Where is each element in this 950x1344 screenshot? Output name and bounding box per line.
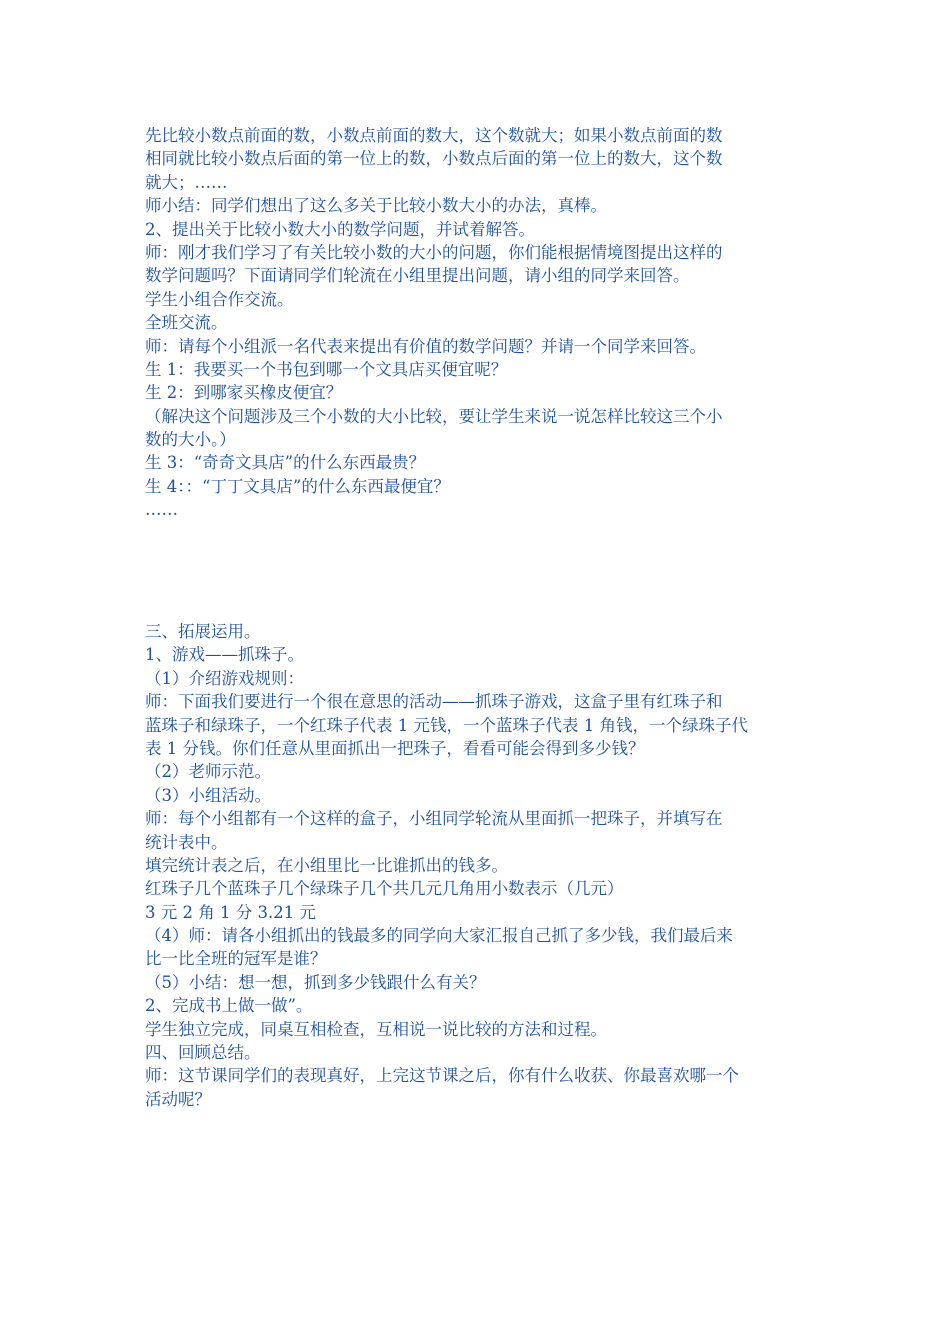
lesson-text-section-1 (145, 124, 815, 522)
text-line: 数的大小。） (145, 430, 236, 450)
text-line: 先比较小数点前面的数，小数点前面的数大，这个数就大；如果小数点前面的数 (145, 126, 723, 145)
text-line: 生 4：：“丁丁文具店”的什么东西最便宜？ (145, 476, 450, 496)
text-line: （4）师：请各小组抓出的钱最多的同学向大家汇报自己抓了多少钱，我们最后来 (145, 926, 733, 946)
text-line: （解决这个问题涉及三个小数的大小比较，要让学生来说一说怎样比较这三个小 (145, 406, 723, 426)
text-line: 相同就比较小数点后面的第一位上的数，小数点后面的第一位上的数大，这个数 (145, 149, 723, 169)
text-line: （1）介绍游戏规则： (145, 668, 304, 688)
section-heading: 三、拓展运用。 (145, 622, 261, 641)
text-line: 师小结：同学们想出了这么多关于比较小数大小的办法，真棒。 (145, 196, 607, 216)
text-line: 活动呢？ (145, 1089, 211, 1109)
text-line: 比一比全班的冠军是谁？ (145, 949, 327, 969)
text-line: （2）老师示范。 (145, 762, 271, 782)
text-line: 师：刚才我们学习了有关比较小数的大小的问题，你们能根据情境图提出这样的 (145, 242, 723, 262)
text-line: 师：每个小组都有一个这样的盒子，小组同学轮流从里面抓一把珠子，并填写在 (145, 809, 723, 829)
text-line: 学生独立完成，同桌互相检查，互相说一说比较的方法和过程。 (145, 1019, 607, 1039)
text-line: 蓝珠子和绿珠子，一个红珠子代表 1 元钱，一个蓝珠子代表 1 角钱，一个绿珠子代 (145, 715, 748, 735)
text-line: （5）小结：想一想，抓到多少钱跟什么有关？ (145, 972, 486, 992)
text-line: 师：请每个小组派一名代表来提出有价值的数学问题？并请一个同学来回答。 (145, 336, 706, 356)
text-line: 统计表中。 (145, 832, 228, 852)
text-line: 生 1：我要买一个书包到哪一个文具店买便宜呢？ (145, 359, 508, 379)
text-line: 师：下面我们要进行一个很在意思的活动——抓珠子游戏，这盒子里有红珠子和 (145, 692, 723, 712)
text-line: 2、提出关于比较小数大小的数学问题，并试着解答。 (145, 219, 535, 239)
text-line: 生 3：“奇奇文具店”的什么东西最贵？ (145, 453, 426, 473)
text-line: 全班交流。 (145, 313, 228, 333)
text-line: 表 1 分钱。你们任意从里面抓出一把珠子，看看可能会得到多少钱？ (145, 738, 645, 758)
text-line: 3 元 2 角 1 分 3.21 元 (145, 902, 316, 922)
lesson-text-section-2 (145, 620, 815, 1111)
text-line: 1、游戏——抓珠子。 (145, 645, 304, 665)
text-line: 学生小组合作交流。 (145, 289, 294, 309)
text-line: 填完统计表之后，在小组里比一比谁抓出的钱多。 (145, 855, 508, 875)
section-heading: 四、回顾总结。 (145, 1043, 261, 1063)
text-line: 红珠子几个蓝珠子几个绿珠子几个共几元几角用小数表示（几元） (145, 879, 624, 899)
text-line: 数学问题吗？下面请同学们轮流在小组里提出问题，请小组的同学来回答。 (145, 266, 690, 286)
text-line: （3）小组活动。 (145, 785, 271, 805)
text-line: …… (145, 500, 178, 520)
text-line: 2、完成书上做一做”。 (145, 996, 313, 1016)
text-line: 生 2：到哪家买橡皮便宜？ (145, 383, 343, 403)
text-line: 就大；…… (145, 172, 228, 192)
text-line: 师：这节课同学们的表现真好，上完这节课之后，你有什么收获、你最喜欢哪一个 (145, 1066, 739, 1086)
